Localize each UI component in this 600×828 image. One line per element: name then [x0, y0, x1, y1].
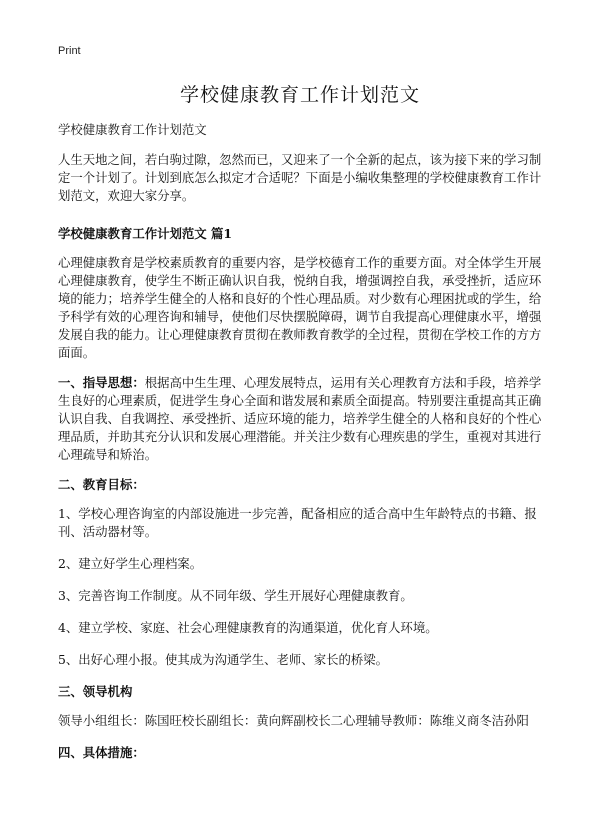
- org-heading: 三、领导机构: [58, 684, 133, 699]
- goal-item: 5、出好心理小报。使其成为沟通学生、老师、家长的桥梁。: [58, 652, 389, 667]
- goal-item: 3、完善咨询工作制度。从不同年级、学生开展好心理健康教育。: [58, 588, 413, 603]
- goals-heading: 二、教育目标：: [58, 477, 145, 492]
- document-body: [58, 121, 548, 773]
- goal-item: 1、学校心理咨询室的内部设施进一步完善，配备相应的适合高中生年龄特点的书籍、报刊、活动器材等。: [58, 506, 537, 539]
- goal-item: 2、建立好学生心理档案。: [58, 556, 203, 571]
- guiding-paragraph: [58, 374, 548, 464]
- guiding-text: 根据高中生生理、心理发展特点，运用有关心理教育方法和手段，培养学生良好的心理素质，促进学生身心全面和谐发展和素质全面提高。特别要注重提高其正确认识自我、自我调控、承受挫折、适应环境的能力，培养学生健全的人格和良好的个性心理品质，并助其充分认识和发展心理潜能。并关注少数有心理疾患的学生，重视对其进行心理疏导和矫治。: [58, 375, 542, 462]
- section-paragraph: 心理健康教育是学校素质教育的重要内容，是学校德育工作的重要方面。对全体学生开展心理健康教育，使学生不断正确认识自我，悦纳自我，增强调控自我，承受挫折，适应环境的能力；培养学生健全的人格和良好的个性心理品质。对少数有心理困扰或的学生，给予科学有效的心理咨询和辅导，使他们尽快摆脱障碍，调节自我提高心理健康水平，增强发展自我的能力。让心理健康教育贯彻在教师教育教学的全过程，贯彻在学校工作的方方面面。: [58, 255, 542, 360]
- intro-paragraph: 人生天地之间，若白驹过隙，忽然而已，又迎来了一个全新的起点，该为接下来的学习制定一个计划了。计划到底怎么拟定才合适呢？下面是小编收集整理的学校健康教育工作计划范文，欢迎大家分享。: [58, 152, 542, 203]
- print-label: Print: [58, 45, 81, 57]
- guiding-label: 一、指导思想：: [58, 375, 145, 390]
- goal-item: 4、建立学校、家庭、社会心理健康教育的沟通渠道，优化育人环境。: [58, 620, 438, 635]
- org-text: 领导小组组长：陈国旺校长副组长：黄向辉副校长二心理辅导教师：陈维义商冬洁孙阳: [58, 713, 529, 728]
- document-title: 学校健康教育工作计划范文: [179, 84, 420, 106]
- measures-heading: 四、具体措施：: [58, 745, 145, 760]
- section-heading: 学校健康教育工作计划范文 篇1: [58, 226, 233, 241]
- document-subtitle: 学校健康教育工作计划范文: [58, 122, 207, 137]
